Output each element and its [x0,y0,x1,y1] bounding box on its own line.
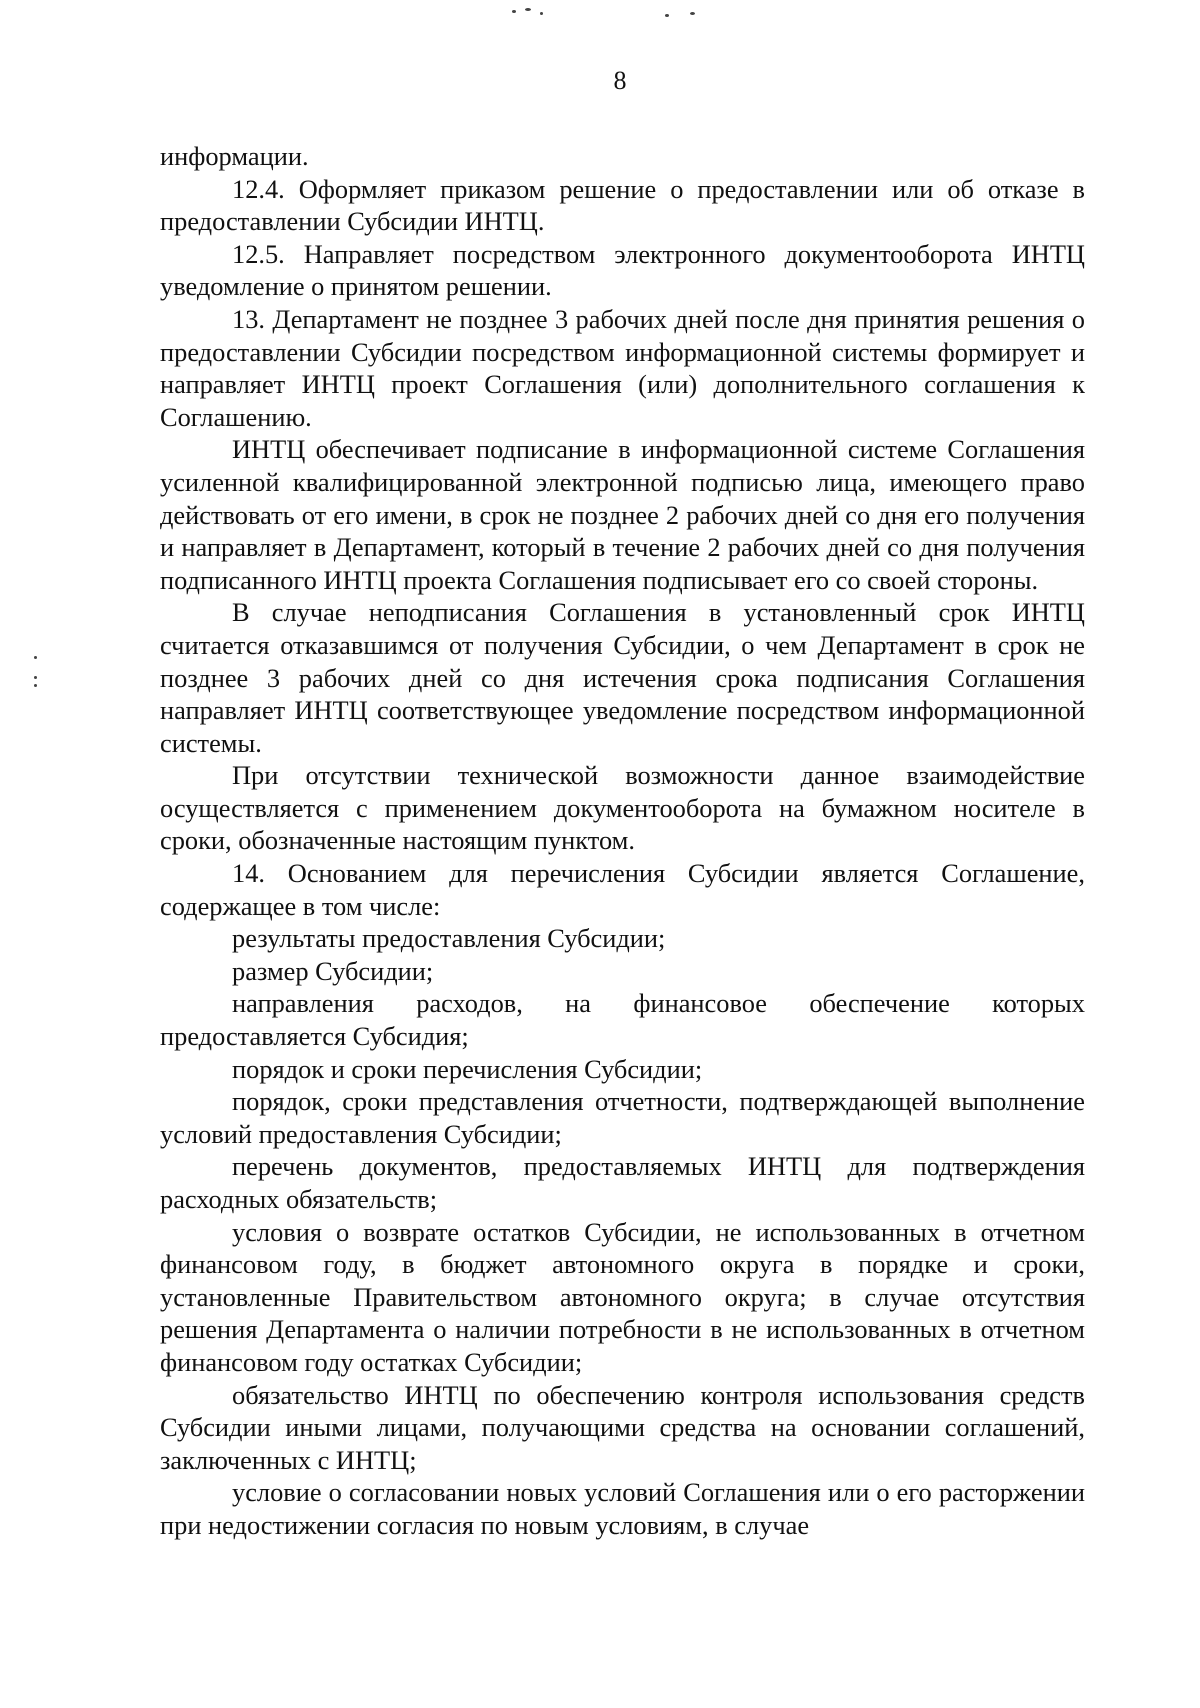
paragraph: направления расходов, на финансовое обеспечение которых предоставляется Субсидия; [160,988,1085,1052]
scan-speck [34,684,37,687]
paragraph: перечень документов, предоставляемых ИНТЦ для подтверждения расходных обязательств; [160,1151,1085,1214]
paragraph: 12.4. Оформляет приказом решение о предоставлении или об отказе в предоставлении Субсидии ИНТЦ. [160,173,1085,237]
paragraph: порядок, сроки представления отчетности, подтверждающей выполнение условий предоставления Субсидии; [160,1086,1085,1149]
paragraph: 13. Департамент не позднее 3 рабочих дней после дня принятия решения о предоставлении Субсидии посредством информационной системы формирует и направляет ИНТЦ проект Соглашения (или) дополнительного соглашения к Соглашению. [160,303,1085,432]
paragraph: ИНТЦ обеспечивает подписание в информационной системе Соглашения усиленной квалифицированной электронной подписью лица, имеющего право действовать от его имени, в срок не позднее 2 рабочих дней со дня его получения и направляет в Департамент, который в течение 2 рабочих дней со дня получения подписанного ИНТЦ проекта Соглашения подписывает его со своей стороны. [160,434,1085,595]
page-number: 8 [613,66,627,95]
paragraph: 14. Основанием для перечисления Субсидии является Соглашение, содержащее в том числе: [160,858,1085,921]
scan-speck [690,12,695,15]
scan-speck [34,656,37,659]
document-body [160,140,1085,1542]
paragraph: результаты предоставления Субсидии; [232,923,666,954]
paragraph: размер Субсидии; [232,955,434,986]
paragraph: обязательство ИНТЦ по обеспечению контроля использования средств Субсидии иными лицами, получающими средства на основании соглашений, заключенных с ИНТЦ; [160,1379,1085,1475]
paragraph: порядок и сроки перечисления Субсидии; [232,1053,703,1084]
scan-speck [512,10,516,13]
paragraph: условие о согласовании новых условий Соглашения или о его расторжении при недостижении согласия по новым условиям, в случае [160,1477,1085,1540]
paragraph: 12.5. Направляет посредством электронного документооборота ИНТЦ уведомление о принятом решении. [160,238,1085,302]
paragraph: В случае неподписания Соглашения в установленный срок ИНТЦ считается отказавшимся от получения Субсидии, о чем Департамент в срок не позднее 3 рабочих дней со дня истечения срока подписания Соглашения направляет ИНТЦ соответствующее уведомление посредством информационной системы. [160,597,1085,758]
paragraph: информации. [160,141,309,171]
scan-speck [34,676,37,679]
paragraph: условия о возврате остатков Субсидии, не использованных в отчетном финансовом году, в бюджет автономного округа в порядке и сроки, установленные Правительством автономного округа; в случае отсутствия решения Департамента о наличии потребности в не использованных в отчетном финансовом году остатках Субсидии; [160,1216,1085,1377]
scan-speck [665,14,669,17]
scan-speck [540,12,543,15]
paragraph: При отсутствии технической возможности данное взаимодействие осуществляется с применением документооборота на бумажном носителе в сроки, обозначенные настоящим пунктом. [160,760,1085,856]
scan-speck [525,8,531,11]
